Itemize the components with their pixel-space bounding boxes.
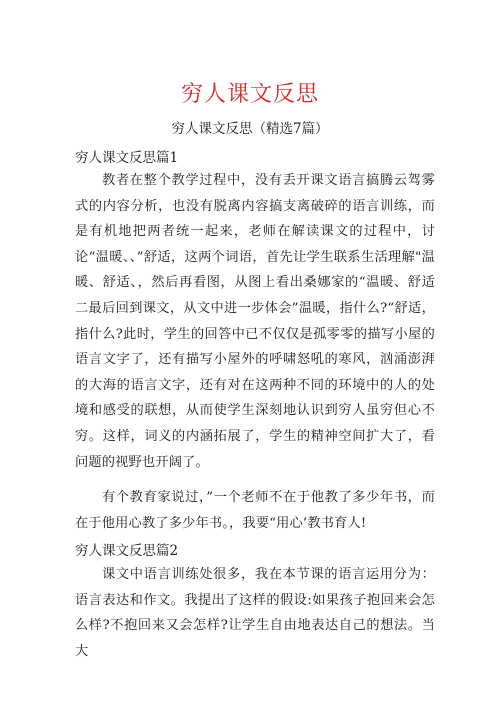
paragraph: 课文中语言训练处很多，我在本节课的语言运用分为：语言表达和作文。我提出了这样的假设:如果孩子抱回来会怎么样?不抱回来又会怎样?让学生自由地表达自己的想法。当大	[75, 567, 435, 659]
paragraph: 有个教育家说过，”一个老师不在于他教了多少年书，而在于他用心教了多少年书。，我要“用心’教书育人!	[75, 490, 435, 531]
document-title: 穷人课文反思	[180, 82, 319, 107]
paragraph: 教者在整个教学过程中，没有丢开课文语言搞腾云驾雾式的内容分析，也没有脱离内容搞支离破碎的语言训练，而是有机地把两者统一起来，老师在解读课文的过程中，讨论“温暖、、”舒适，这两个词语，首先让学生联系生活理解"温暖、舒适、，然后再看图，从图上看出桑娜家的“温暖、舒适二最后回到课文，从文中进一步体会”温暖，指什么?“舒适，指什么?此时，学生的回答中已不仅仅是孤零零的描写小屋的语言文字了，还有描写小屋外的呼啸怒吼的寒风，汹涌澎湃的大海的语言文字，还有对在这两种不同的环境中的人的处境和感受的联想，从而使学生深刻地认识到穷人虽穷但心不穷。这样，词义的内涵拓展了，学生的精神空间扩大了，看问题的视野也开阔了。	[75, 173, 435, 470]
document-subtitle: 穷人课文反思（精选7篇）	[171, 121, 329, 137]
section-heading: 穷人课文反思篇2	[75, 543, 179, 559]
section-heading: 穷人课文反思篇1	[75, 150, 179, 166]
